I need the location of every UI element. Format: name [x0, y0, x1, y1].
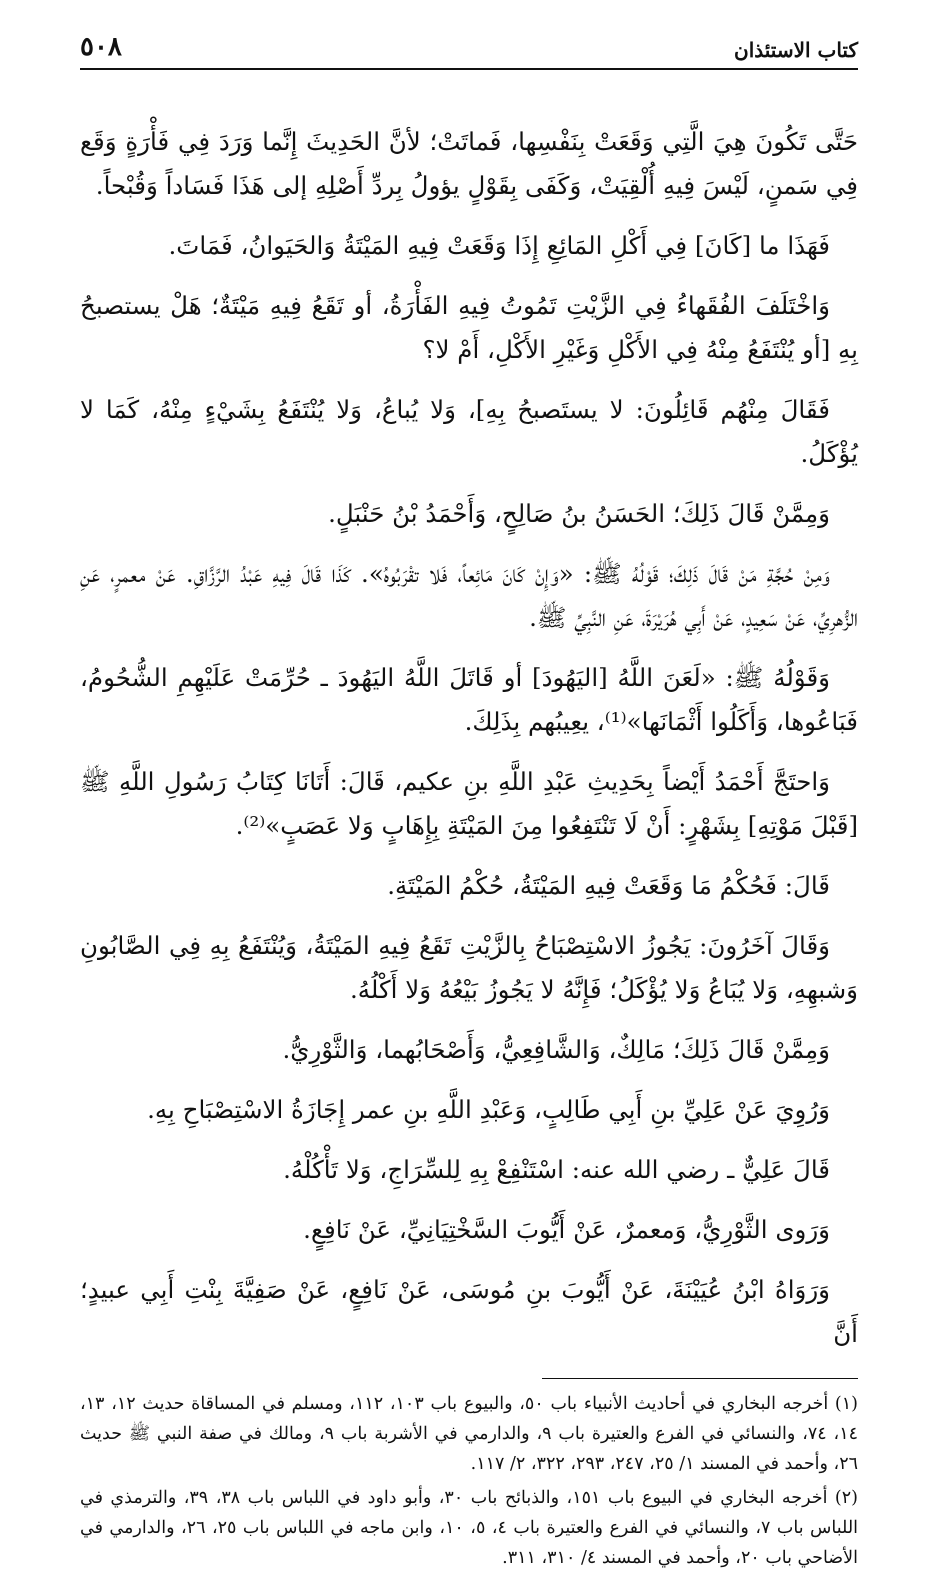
- paragraph: فَهَذَا ما [كَانَ] فِي أَكْلِ المَائِعِ إِذَا وَقَعَتْ فِيهِ المَيْتَةُ وَالحَيَوانُ، فَمَاتَ.: [168, 231, 830, 260]
- paragraph: وَاخْتَلَفَ الفُقَهاءُ فِي الزَّيْتِ تَمُوتُ فِيهِ الفَأْرَةُ، أو تَقَعُ فِيهِ مَيْتَةٌ؛ هَلْ يستصبحُ بِهِ [أو يُنْتَفَعُ مِنْهُ فِي الأَكْلِ وَغَيْرِ الأَكْلِ، أَمْ لا؟: [80, 291, 858, 364]
- paragraph: حَتَّى تَكُونَ هِيَ الَّتِي وَقَعَتْ بِنَفْسِها، فَماتَتْ؛ لأنَّ الحَدِيثَ إِنَّما وَرَدَ فِي فَأْرَةٍ وَقَع فِي سَمنٍ، لَيْسَ فِيهِ أُلْقِيَتْ، وَكَفَى بِقَوْلٍ يؤولُ بِردِّ أَصْلِهِ إلى هَذَا فَسَاداً وَقُبْحاً.: [80, 127, 858, 200]
- footnote-divider: [542, 1378, 858, 1379]
- paragraph: قَالَ: فَحُكْمُ مَا وَقَعَتْ فِيهِ المَيْتَةُ، حُكْمُ المَيْتَةِ.: [387, 871, 830, 900]
- paragraph: وَقَالَ آخَرُونَ: يَجُوزُ الاسْتِصْبَاحُ بِالزَّيْتِ تَقَعُ فِيهِ المَيْتَةُ، وَيُنْتَفَعُ بِهِ فِي الصَّابُونِ وَشبهِهِ، وَلا يُبَاعُ وَلا يُؤْكَلُ؛ فَإِنَّهُ لا يَجُوزُ بَيْعُهُ وَلا أَكْلُهُ.: [80, 931, 858, 1004]
- running-header: [80, 32, 858, 70]
- paragraph: وَقَوْلُهُ ﷺ: «لَعَنَ اللَّهُ [اليَهُودَ] أو قَاتَلَ اللَّهُ اليَهُودَ ـ حُرِّمَتْ عَلَيْهِمِ الشُّحُومُ، فَبَاعُوها، وَأَكَلُوا أَثْمَانَها»⁽¹⁾، يعِيبُهم بِذَلِكَ.: [80, 663, 858, 736]
- paragraph: قَالَ عَلِيٌّ ـ رضي الله عنه: اسْتَنْفِعْ بِهِ لِلسِّرَاجِ، وَلا تَأْكُلْهُ.: [283, 1155, 830, 1184]
- main-text: [80, 120, 858, 1356]
- paragraph: وَرُوِيَ عَنْ عَلِيِّ بنِ أَبِي طَالِبٍ، وَعَبْدِ اللَّهِ بنِ عمر إِجَازَةُ الاسْتِصْبَاحِ بِهِ.: [147, 1095, 830, 1124]
- paragraph: وَرَوى الثَّوْرِيُّ، وَمعمرٌ، عَنْ أَيُّوبَ السَّخْتِيَانِيِّ، عَنْ نَافِعٍ.: [303, 1215, 830, 1244]
- page-number: ٥٠٨: [80, 32, 122, 62]
- paragraph: فَقَالَ مِنْهُم قَائِلُونَ: لا يستَصبحُ بِهِ]، وَلا يُباعُ، وَلا يُنْتَفَعُ بِشَيْءٍ مِنْهُ، كَمَا لا يُؤْكَلُ.: [80, 395, 858, 468]
- paragraph: وَرَوَاهُ ابْنُ عُيَيْنَةَ، عَنْ أَيُّوبَ بنِ مُوسَى، عَنْ نَافِعٍ، عَنْ صَفِيَّةَ بِنْتِ أَبِي عبيدٍ؛ أَنَّ: [80, 1275, 858, 1348]
- footnote: (١) أخرجه البخاري في أحاديث الأنبياء باب ٥٠، والبيوع باب ١٠٣، ١١٢، ومسلم في المساقاة حديث ١٢، ١٣، ١٤، ٧٤، والنسائي في الفرع والعتيرة باب ٩، والدارمي في الأشربة باب ٩، ومالك في صفة النبي ﷺ حديث ٢٦، وأحمد في المسند ١/ ٢٥، ٢٤٧، ٢٩٣، ٣٢٢، ٢/ ١١٧.: [80, 1394, 858, 1474]
- paragraph: وَمِمَّنْ قَالَ ذَلِكَ؛ الحَسَنُ بنُ صَالِحٍ، وَأَحْمَدُ بْنُ حَنْبَلٍ.: [328, 499, 830, 528]
- paragraph: وَاحتَجَّ أَحْمَدُ أَيْضاً بِحَدِيثِ عَبْدِ اللَّهِ بنِ عكيم، قَالَ: أَتَانَا كِتَابُ رَسُولِ اللَّهِ ﷺ [قَبْلَ مَوْتِهِ] بِشَهْرٍ: أَنْ لَا تَنْتَفِعُوا مِنَ المَيْتَةِ بِإِهَابٍ وَلا عَصَبٍ»⁽²⁾.: [80, 767, 858, 840]
- book-title: كتاب الاستئذان: [734, 38, 858, 62]
- footnote: (٢) أخرجه البخاري في البيوع باب ١٥١، والذبائح باب ٣٠، وأبو داود في اللباس باب ٣٨، ٣٩، والترمذي في اللباس باب ٧، والنسائي في الفرع والعتيرة باب ٤، ٥، ١٠، وابن ماجه في اللباس باب ٢٥، ٢٦، والدارمي في الأضاحي باب ٢٠، وأحمد في المسند ٤/ ٣١٠، ٣١١.: [80, 1488, 859, 1568]
- paragraph: وَمِنْ حُجَّةِ مَنْ قَالَ ذَلِكَ؛ قَوْلُهُ ﷺ: «وَإِنْ كَانَ مَائِعاً، فَلا تقْرَبُوهُ». كَذَا قَالَ فِيهِ عَبْدُ الرَّزَّاقِ. عَنْ معمرٍ، عَنِ الزُّهرِيِّ، عَنْ سَعِيدٍ، عَنْ أَبِي هُرَيْرَةَ، عَنِ النَّبِيِّ ﷺ.: [80, 559, 858, 632]
- paragraph: وَمِمَّنْ قَالَ ذَلِكَ؛ مَالِكٌ، وَالشَّافِعِيُّ، وَأَصْحَابُهما، وَالثَّوْرِيُّ.: [282, 1035, 830, 1064]
- footnotes: [80, 1389, 858, 1573]
